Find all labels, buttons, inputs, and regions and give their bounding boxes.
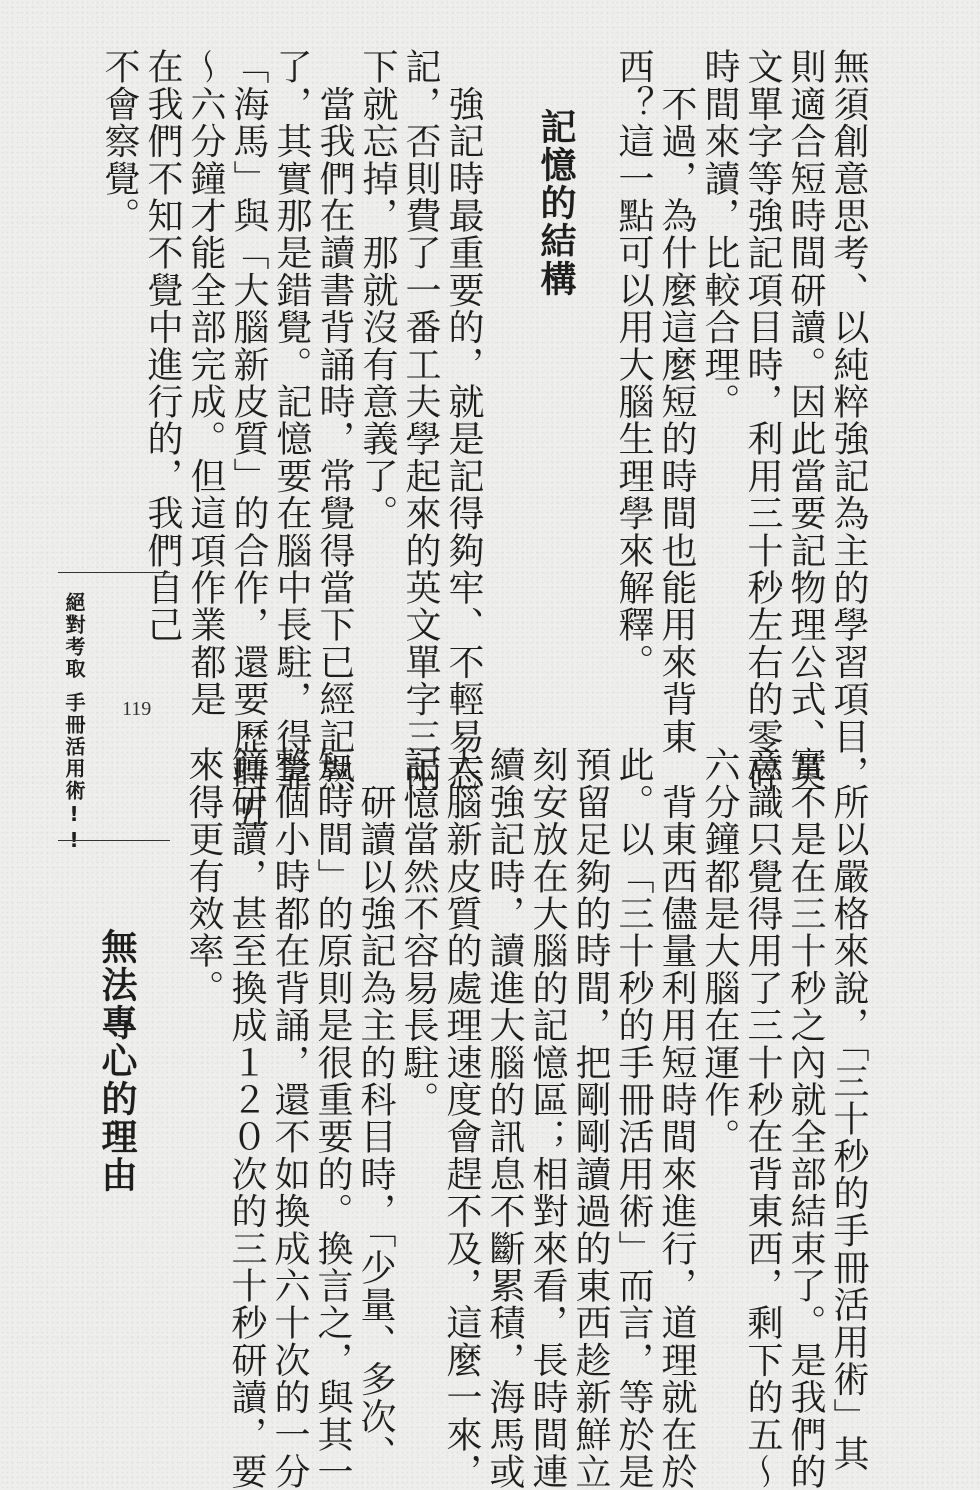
text-column: 短時間」的原則是很重要的。換言之，與其一 [312, 746, 353, 1490]
text-column: 記，否則費了一番工夫學起來的英文單字三兩 [400, 48, 441, 792]
section-heading-memory-structure: 記憶的結構 [535, 108, 576, 298]
text-column: 大腦新皮質的處理速度會趕不及，這麼一來， [441, 746, 482, 1490]
text-column: 則適合短時間研讀。因此當要記物理公式、英 [785, 48, 826, 792]
text-column: 在我們不知不覺中進行的，我們自己 [142, 48, 183, 644]
text-column: 研讀以強記為主的科目時，「少量、多次、 [355, 746, 396, 1472]
text-column: 鐘研讀，甚至換成１２０次的三十秒研讀，要 [226, 746, 267, 1490]
text-column: 刻安放在大腦的記憶區；相對來看，長時間連 [527, 746, 568, 1490]
text-column: 時間來讀，比較合理。 [699, 48, 740, 420]
text-column: 不會察覺。 [99, 48, 140, 234]
divider-rule-bottom [58, 840, 170, 841]
text-column: 當我們在讀書背誦時，常覺得當下已經記熟 [314, 48, 355, 792]
text-column: 西？這一點可以用大腦生理學來解釋。 [613, 48, 654, 681]
text-column: 記憶當然不容易長駐。 [398, 746, 439, 1118]
text-column: 此。以「三十秒的手冊活用術」而言，等於是 [613, 746, 654, 1490]
text-column: 強記時最重要的，就是記得夠牢、不輕易忘 [443, 48, 484, 792]
text-column: 預留足夠的時間，把剛剛讀過的東西趁新鮮立 [570, 746, 611, 1490]
text-column: 文單字等強記項目時，利用三十秒左右的零碎 [742, 48, 783, 792]
text-column: 來得更有效率。 [183, 746, 224, 1007]
text-column: 實不是在三十秒之內就全部結束了。是我們的 [785, 746, 826, 1490]
section-heading-cannot-concentrate: 無法專心的理由 [96, 928, 137, 1194]
running-title-part1: 絕對考取 [62, 592, 86, 680]
running-title-part2: 手冊活用術!! [62, 692, 86, 854]
divider-rule-top [58, 572, 170, 573]
text-column: 續強記時，讀進大腦的訊息不斷累積，海馬或 [484, 746, 525, 1490]
text-column: 六分鐘都是大腦在運作。 [699, 746, 740, 1156]
text-column: 意識只覺得用了三十秒在背東西，剩下的五～ [742, 746, 783, 1490]
text-column: 不過，為什麼這麼短的時間也能用來背東 [656, 48, 697, 755]
text-column: 下就忘掉，那就沒有意義了。 [357, 48, 398, 532]
page-number: 119 [122, 698, 152, 720]
text-column: 整個小時都在背誦，還不如換成六十次的一分 [269, 746, 310, 1490]
text-column: ～六分鐘才能全部完成。但這項作業都是 [185, 48, 226, 718]
text-column: 了，其實那是錯覺。記憶要在腦中長駐，得靠 [271, 48, 312, 792]
text-column: 無須創意思考、以純粹強記為主的學習項目， [828, 48, 869, 792]
text-column: 「海馬」與「大腦新皮質」的合作，還要歷時五 [228, 48, 269, 830]
text-column: 所以嚴格來說，「三十秒的手冊活用術」其 [828, 746, 869, 1472]
text-column: 背東西儘量利用短時間來進行，道理就在於 [656, 746, 697, 1490]
